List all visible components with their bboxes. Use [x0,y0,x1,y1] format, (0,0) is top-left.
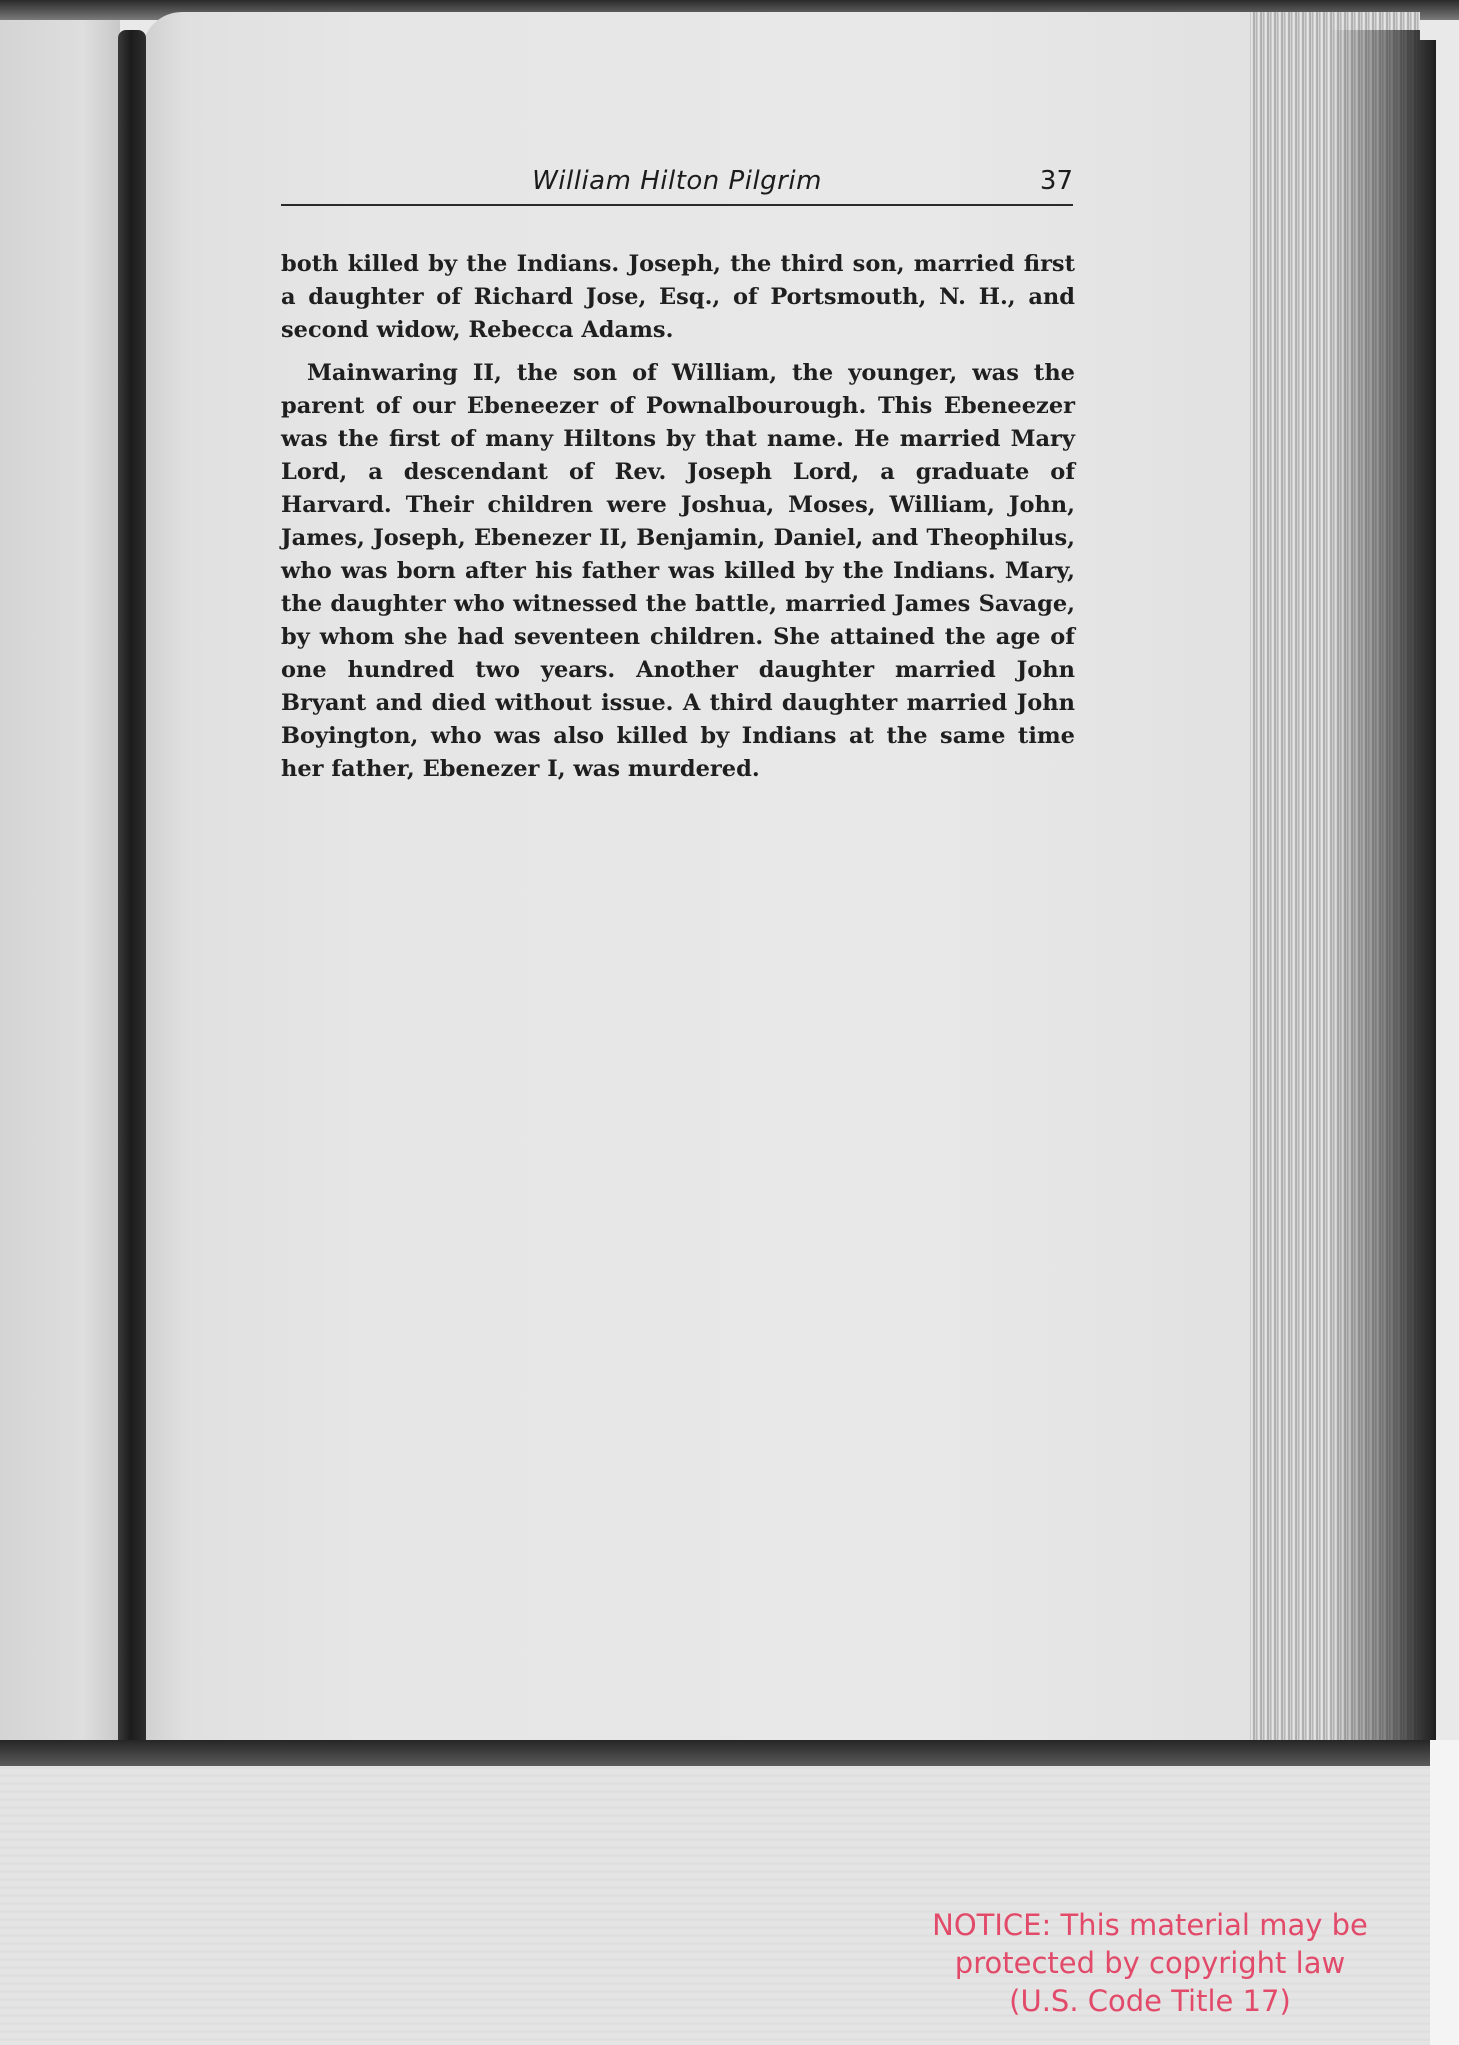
running-head [281,166,1073,206]
page-edges-shadow [1330,30,1420,1740]
notice-line: protected by copyright law [954,1946,1346,1980]
body-text [281,248,1075,786]
book-bottom-edge [0,1740,1440,1766]
left-facing-page [0,20,120,1765]
notice-line: (U.S. Code Title 17) [1009,1984,1291,2018]
paragraph: Mainwaring II, the son of William, the younger, was the parent of our Ebeneezer of Pownalbourough. This Ebeneezer was the first of many Hiltons by that name. He married Mary Lord, a descendant of Rev. Joseph Lord, a graduate of Harvard. Their children were Joshua, Moses, William, John, James, Joseph, Ebenezer II, Benjamin, Daniel, and Theophilus, who was born after his father was killed by the Indians. Mary, the daughter who witnessed the battle, married James Savage, by whom she had seventeen children. She attained the age of one hundred two years. Another daughter married John Bryant and died without issue. A third daughter married John Boyington, who was also killed by Indians at the same time her father, Ebenezer I, was murdered. [281,360,1075,782]
scanner-margin [1430,1740,1459,2045]
copyright-notice [900,1906,1400,2020]
page-number: 37 [1039,166,1073,196]
notice-line: NOTICE: This material may be [932,1908,1368,1942]
book-cover-edge [1418,40,1436,1740]
running-head-title: William Hilton Pilgrim [532,166,822,196]
paragraph: both killed by the Indians. Joseph, the third son, married first a daughter of Richard Jose, Esq., of Portsmouth, N. H., and second widow, Rebecca Adams. [281,251,1075,343]
book-gutter [118,30,146,1765]
